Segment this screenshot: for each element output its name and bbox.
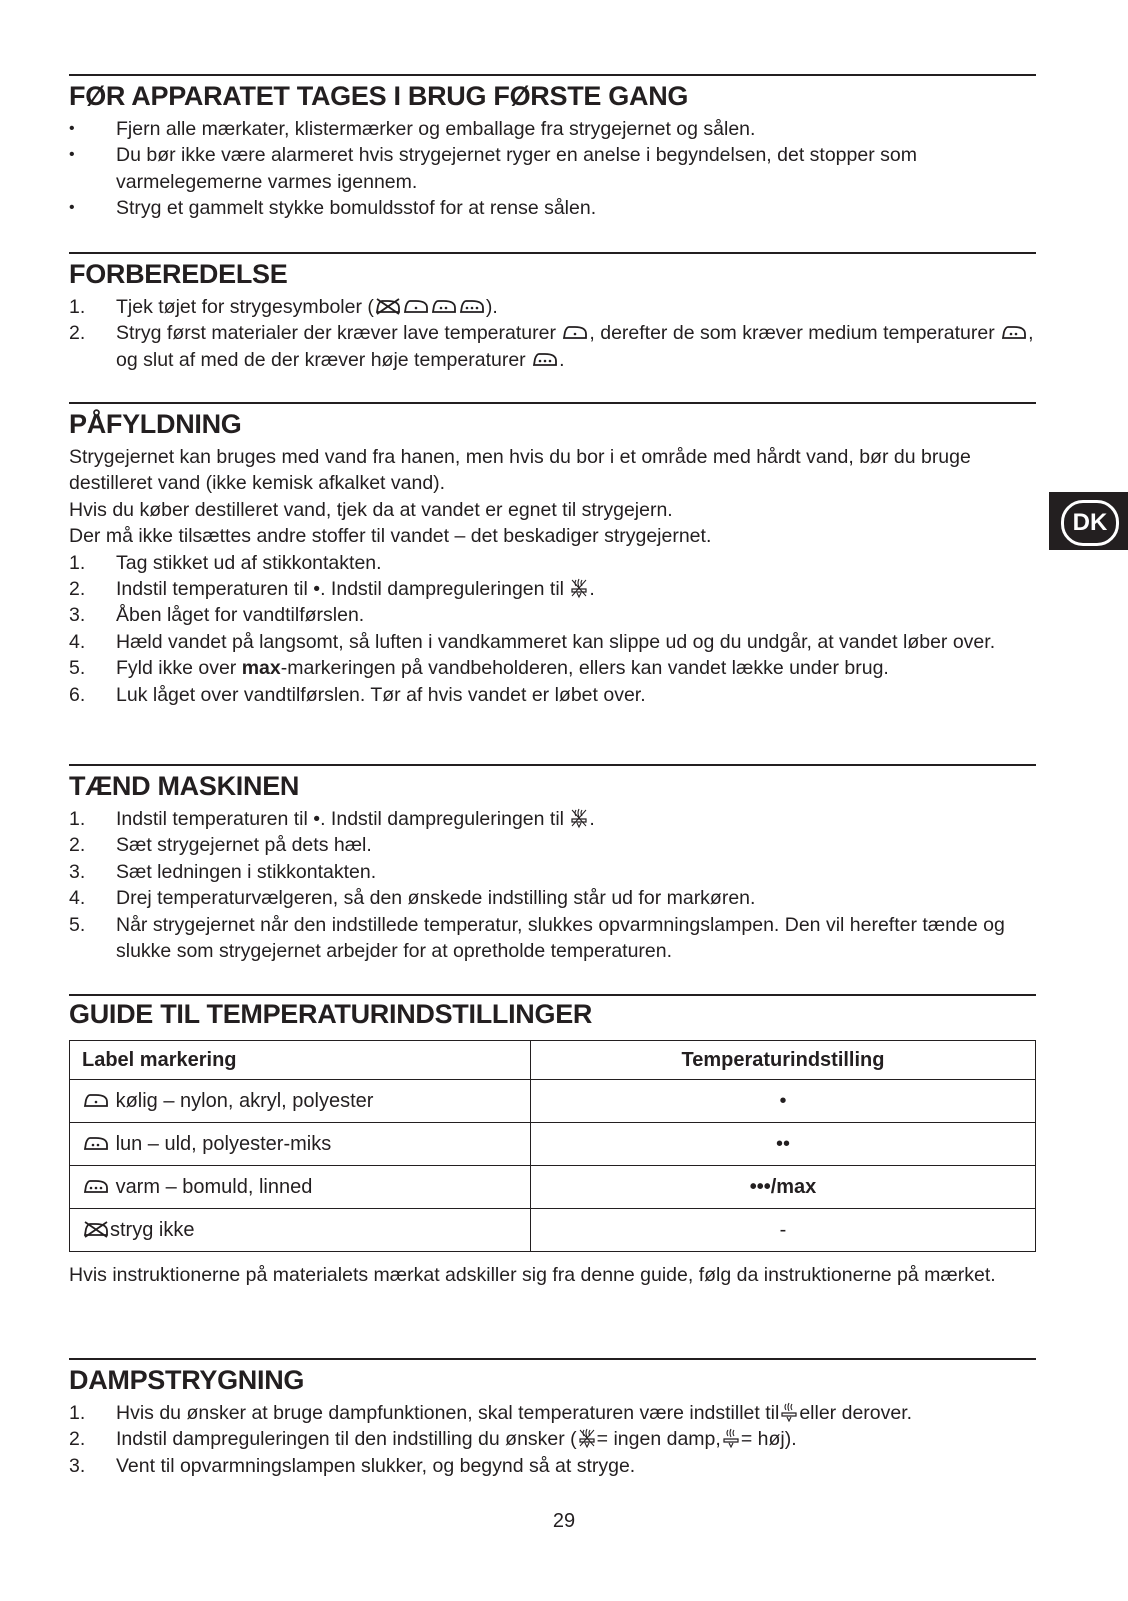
list-item (69, 294, 1036, 320)
list-item-text: Indstil temperaturen til (116, 808, 308, 830)
temperature-table (69, 1040, 1036, 1252)
list-item (69, 912, 1036, 965)
high-steam-icon (721, 1427, 741, 1449)
list-item (69, 655, 1036, 681)
list-item-text: Sæt ledningen i stikkontakten. (116, 860, 377, 883)
do-not-iron-icon (374, 297, 402, 315)
list-item (69, 832, 1036, 858)
table-row (70, 1166, 1036, 1209)
list-item-text: . Indstil dampreguleringen til (320, 808, 564, 830)
list-item-text: . (559, 348, 565, 371)
iron-1-dot-icon (82, 1091, 110, 1109)
section-title: GUIDE TIL TEMPERATURINDSTILLINGER (69, 999, 593, 1029)
list-item (69, 602, 1036, 628)
setting-cell: • (531, 1080, 1036, 1123)
list-item-text: Luk låget over vandtilførslen. Tør af hvis vandet er løbet over. (116, 683, 646, 706)
temperature-dot: • (313, 808, 321, 830)
bullet-marker: • (69, 146, 75, 164)
iron-1-dot-icon (402, 297, 430, 315)
iron-3-dots-icon (458, 297, 486, 315)
temperature-dot: • (313, 578, 321, 601)
section-title: FØR APPARATET TAGES I BRUG FØRSTE GANG (69, 81, 689, 111)
list-item-text: eller derover. (799, 1402, 913, 1424)
list-item-text: . (589, 578, 595, 601)
list-item (69, 320, 1036, 373)
list-item (69, 1426, 1036, 1452)
iron-2-dots-icon (430, 297, 458, 315)
section-title: DAMPSTRYGNING (69, 1365, 305, 1395)
section-temperature-guide (69, 994, 1036, 1358)
section-title: TÆND MASKINEN (69, 771, 300, 801)
list-item (69, 1453, 1036, 1479)
guide-note: Hvis instruktionerne på materialets mærkat adskiller sig fra denne guide, følg da instruktionerne på mærket. (69, 1264, 996, 1286)
list-number: 1. (69, 1402, 86, 1424)
numbered-list (69, 550, 1036, 708)
table-header-row (70, 1041, 1036, 1080)
section-steam-ironing (69, 1358, 1036, 1479)
list-item-text: Indstil dampreguleringen til den indstilling du ønsker ( (116, 1428, 577, 1451)
label-cell (70, 1166, 531, 1209)
list-number: 2. (69, 1428, 86, 1451)
language-tab (1049, 492, 1128, 550)
list-item (69, 142, 1036, 195)
bullet-marker: • (69, 120, 75, 137)
table-row (70, 1209, 1036, 1252)
numbered-list (69, 1400, 1036, 1479)
list-item-text: . (589, 808, 595, 830)
section-title: PÅFYLDNING (69, 409, 242, 439)
list-number: 1. (69, 551, 86, 574)
list-item-text: Fjern alle mærkater, klistermærker og emballage fra strygejernet og sålen. (116, 118, 756, 140)
list-item (69, 629, 1036, 655)
list-item-text: Indstil temperaturen til (116, 578, 308, 601)
list-item-text: , derefter de som kræver medium temperaturer (589, 322, 995, 345)
list-item (69, 806, 1036, 832)
list-item-text: Fyld ikke over (116, 657, 242, 680)
list-item (69, 859, 1036, 885)
list-item-text: . Indstil dampreguleringen til (320, 578, 564, 601)
section-first-use (69, 74, 1036, 252)
iron-3-dots-icon (82, 1177, 110, 1195)
list-number: 3. (69, 860, 86, 883)
label-cell (70, 1123, 531, 1166)
list-item-text: Sæt strygejernet på dets hæl. (116, 834, 372, 857)
iron-3-dots-icon (531, 350, 559, 368)
bullet-list (69, 116, 1036, 222)
list-number: 6. (69, 683, 86, 706)
label-text: varm – bomuld, linned (115, 1175, 313, 1198)
list-item-text: Hæld vandet på langsomt, så luften i vandkammeret kan slippe ud og du undgår, at vandet løber over. (116, 630, 996, 653)
list-item-text: Vent til opvarmningslampen slukker, og begynd så at stryge. (116, 1454, 636, 1477)
list-number: 2. (69, 578, 86, 601)
max-label: max (241, 657, 281, 680)
list-number: 4. (69, 630, 86, 653)
list-item (69, 682, 1036, 708)
list-item (69, 195, 1036, 221)
list-item-text: Drej temperaturvælgeren, så den ønskede indstilling står ud for markøren. (116, 887, 756, 910)
column-header: Label markering (70, 1041, 531, 1080)
numbered-list (69, 806, 1036, 964)
intro-text (69, 444, 1036, 550)
steam-icon (779, 1401, 799, 1423)
list-item-text: = høj). (740, 1428, 797, 1451)
list-number: 3. (69, 1454, 86, 1477)
list-number: 2. (69, 834, 86, 857)
label-cell (70, 1080, 531, 1123)
list-item-text: Når strygejernet når den indstillede temperatur, slukkes opvarmningslampen. Den vil herefter tænde og slukke som strygejernet arbejder for at opretholde temperaturen. (116, 913, 1005, 963)
list-number: 5. (69, 913, 86, 936)
list-number: 1. (69, 296, 86, 318)
label-cell (70, 1209, 531, 1252)
label-text: stryg ikke (110, 1218, 195, 1241)
section-switch-on (69, 764, 1036, 994)
list-item-text: Du bør ikke være alarmeret hvis strygejernet ryger en anelse i begyndelsen, det stopper som varmelegemerne varmes igennem. (116, 144, 917, 193)
list-item-text: Hvis du ønsker at bruge dampfunktionen, skal temperaturen være indstillet til (116, 1402, 780, 1424)
iron-2-dots-icon (82, 1134, 110, 1152)
list-item (69, 576, 1036, 602)
list-number: 3. (69, 604, 86, 627)
paragraph: Hvis du køber destilleret vand, tjek da at vandet er egnet til strygejern. (69, 498, 673, 521)
section-title: FORBEREDELSE (69, 259, 288, 289)
list-item (69, 885, 1036, 911)
language-badge: DK (1061, 500, 1119, 546)
list-item-text: -markeringen på vandbeholderen, ellers kan vandet lække under brug. (280, 657, 889, 680)
list-item (69, 550, 1036, 576)
page-number: 29 (552, 1510, 576, 1532)
list-item-text: Åben låget for vandtilførslen. (116, 604, 365, 627)
list-item-text: = ingen damp, (596, 1428, 721, 1451)
table-row (70, 1123, 1036, 1166)
list-item-text: ). (485, 296, 498, 318)
list-number: 5. (69, 657, 86, 680)
numbered-list (69, 294, 1036, 373)
list-item-text: Tjek tøjet for strygesymboler ( (116, 296, 374, 318)
do-not-iron-icon (82, 1220, 110, 1238)
list-number: 4. (69, 887, 86, 910)
page-content (69, 74, 1036, 1479)
iron-1-dot-icon (561, 323, 589, 341)
list-item (69, 1400, 1036, 1426)
list-item-text: Stryg et gammelt stykke bomuldsstof for at rense sålen. (116, 197, 597, 220)
paragraph: Strygejernet kan bruges med vand fra hanen, men hvis du bor i et område med hårdt vand, bør du bruge destilleret vand (ikke kemisk afkalket vand). (69, 446, 971, 495)
section-filling (69, 402, 1036, 764)
no-steam-icon (569, 807, 589, 829)
list-item (69, 116, 1036, 142)
setting-cell: •• (531, 1123, 1036, 1166)
list-number: 2. (69, 322, 86, 345)
list-item-text: Tag stikket ud af stikkontakten. (116, 551, 382, 574)
bullet-marker: • (69, 199, 75, 217)
no-steam-icon (569, 577, 589, 599)
setting-cell: - (531, 1209, 1036, 1252)
list-item-text: , og slut af med de der kræver høje temperaturer (116, 322, 1034, 371)
paragraph: Der må ikke tilsættes andre stoffer til vandet – det beskadiger strygejernet. (69, 525, 712, 548)
list-item-text: Stryg først materialer der kræver lave temperaturer (116, 322, 556, 345)
no-steam-icon (577, 1427, 597, 1449)
setting-cell: •••/max (531, 1166, 1036, 1209)
iron-2-dots-icon (1000, 323, 1028, 341)
label-text: lun – uld, polyester-miks (115, 1132, 332, 1155)
table-row (70, 1080, 1036, 1123)
column-header: Temperaturindstilling (531, 1041, 1036, 1080)
list-number: 1. (69, 808, 86, 830)
label-text: kølig – nylon, akryl, polyester (115, 1089, 374, 1112)
section-preparation (69, 252, 1036, 402)
